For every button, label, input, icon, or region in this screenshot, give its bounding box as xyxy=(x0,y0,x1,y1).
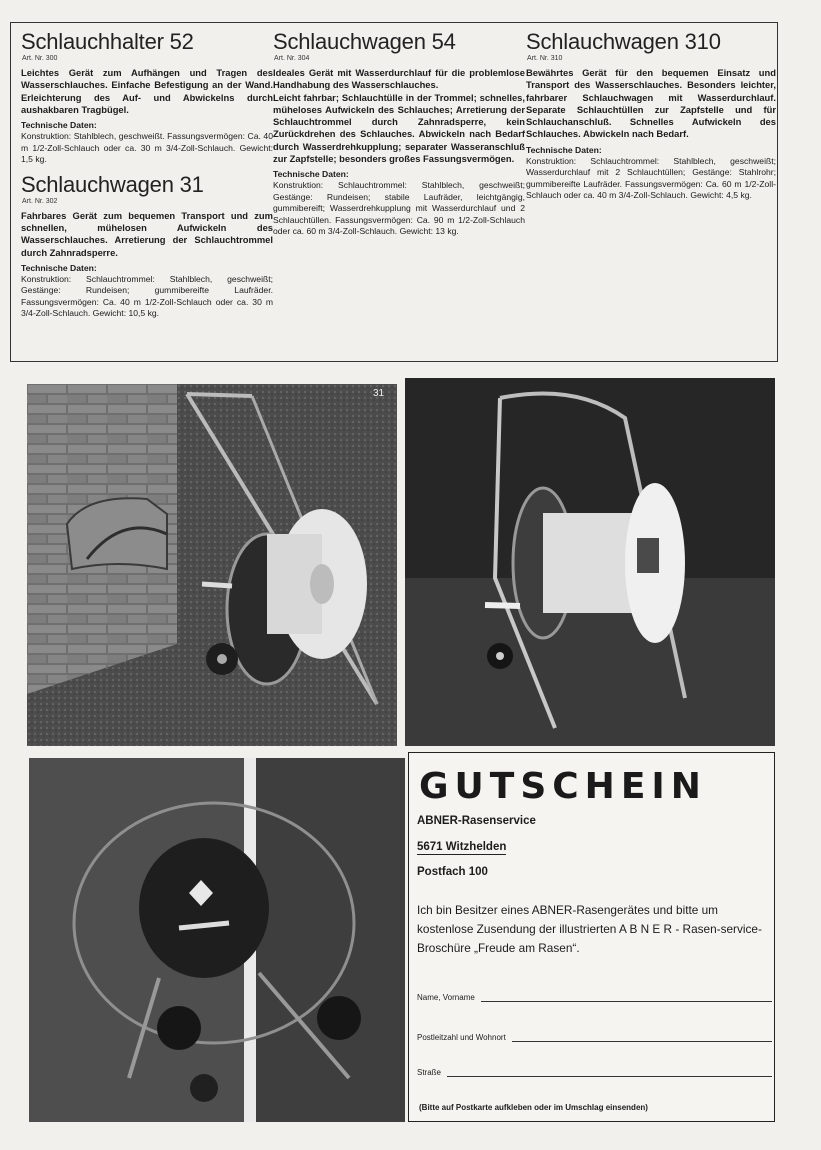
product-title: Schlauchhalter 52 xyxy=(21,29,194,54)
tech-heading: Technische Daten: xyxy=(21,120,97,131)
product-column-1 xyxy=(21,29,273,320)
tech-data: Konstruktion: Schlauchtrommel: Stahlblech, geschweißt; Gestänge: Rundeisen; stabile Laufräder, leichtgängig, gummibereift; Wasserdrehkupplung mit Wasserdurchlauf und 2 Schlauchtüllen. Fassungsvermögen: Ca. 90 m 1/2-Zoll-Schlauch oder ca. 60 m 3/4-Zoll-Schlauch. Gewicht: 13 kg. xyxy=(273,180,525,237)
name-field-label: Name, Vorname xyxy=(417,993,475,1002)
tech-heading: Technische Daten: xyxy=(526,144,602,155)
tech-heading: Technische Daten: xyxy=(21,262,97,273)
tech-heading: Technische Daten: xyxy=(273,169,349,180)
product-description: Fahrbares Gerät zum bequemen Transport und zum schnellen, mühelosen Aufwickeln des Wasserschlauches. Arretierung der Schlauchtrommel durch Zahnradsperre. xyxy=(21,209,273,258)
article-number: Art. Nr. 310 xyxy=(527,55,563,62)
voucher-footnote: (Bitte auf Postkarte aufkleben oder im Umschlag einsenden) xyxy=(419,1103,648,1112)
company-name: ABNER-Rasenservice xyxy=(417,815,536,827)
voucher-coupon xyxy=(408,752,775,1122)
article-number: Art. Nr. 300 xyxy=(22,55,58,62)
product-description: Ideales Gerät mit Wasserdurchlauf für die problemlose Handhabung des Wasserschlauches. xyxy=(273,67,525,91)
photo-number: 31 xyxy=(373,388,385,399)
company-city: 5671 Witzhelden xyxy=(417,841,507,853)
tech-data: Konstruktion: Schlauchtrommel: Stahlblech, geschweißt; Wasserdurchlauf mit 2 Schlauchtüllen; Gestänge: Stahlrohr; gummibereifte Laufräder. Fassungsvermögen: Ca. 60 m 1/2-Zoll-Schlauch oder ca. 40 m 3/4-Zoll-Schlauch. Gewicht: 4,5 kg. xyxy=(526,155,776,201)
article-number: Art. Nr. 302 xyxy=(22,197,58,205)
product-description: Bewährtes Gerät für den bequemen Einsatz und Transport des Wasserschlauches. Besonders leichter, fahrbarer Schlauchwagen mit Wasserdurchlauf. Separate Schlauchtüllen zur Zapfstelle und für Schlauchanschluß. Schnelles Aufwickeln des Schlauches. Abwickeln nach Bedarf. xyxy=(526,67,776,140)
city-field[interactable] xyxy=(417,1033,772,1042)
article-number: Art. Nr. 304 xyxy=(274,55,310,62)
product-description-2: Leicht fahrbar; Schlauchtülle in der Trommel; schnelles, müheloses Aufwickeln des Schlauches; Arretierung der Schlauchtrommel durch Zahnradsperre, kein Zurückdrehen des Schlauches. Abwickeln nach Bedarf durch Wasserdrehkupplung; separater Wasseranschluß zur Zapfstelle; besonders großes Fassungsvermögen. xyxy=(273,91,525,165)
product-description: Leichtes Gerät zum Aufhängen und Tragen des Wasserschlauches. Einfache Befestigung an der Wand. Erleichterung des Auf- und Abwickelns durch aushakbaren Tragbügel. xyxy=(21,67,273,115)
product-title: Schlauchwagen 310 xyxy=(526,29,721,54)
product-title: Schlauchwagen 31 xyxy=(21,171,204,197)
name-field[interactable] xyxy=(417,993,772,1002)
product-info-box xyxy=(10,22,778,362)
tech-data: Konstruktion: Stahlblech, geschweißt. Fassungsvermögen: Ca. 40 m 1/2-Zoll-Schlauch oder ca. 30 m 3/4-Zoll-Schlauch. Gewicht: 1,5 kg. xyxy=(21,131,273,165)
photo-hose-cart-310 xyxy=(405,378,775,746)
photo-hose-cart-54 xyxy=(29,758,405,1122)
photo-hose-holder-and-cart xyxy=(27,384,397,746)
street-field-label: Straße xyxy=(417,1068,442,1077)
city-field-label: Postleitzahl und Wohnort xyxy=(417,1033,506,1042)
tech-data: Konstruktion: Schlauchtrommel: Stahlblech, geschweißt; Gestänge: Rundeisen; gummibereifte Laufräder. Fassungsvermögen: Ca. 40 m 1/2-Zoll-Schlauch oder ca. 30 m 3/4-Zoll-Schlauch. Gewicht: 10,5 kg. xyxy=(21,273,273,319)
voucher-title: GUTSCHEIN xyxy=(419,766,707,807)
product-column-3 xyxy=(526,29,776,202)
street-field[interactable] xyxy=(417,1068,772,1077)
company-postbox: Postfach 100 xyxy=(417,866,488,878)
voucher-text: Ich bin Besitzer eines ABNER-Rasengerätes und bitte um kostenlose Zusendung der illustrierten A B N E R - Rasen-service-Broschüre „Freude am Rasen“. xyxy=(417,903,762,955)
product-title: Schlauchwagen 54 xyxy=(273,29,456,54)
product-column-2 xyxy=(273,29,525,238)
